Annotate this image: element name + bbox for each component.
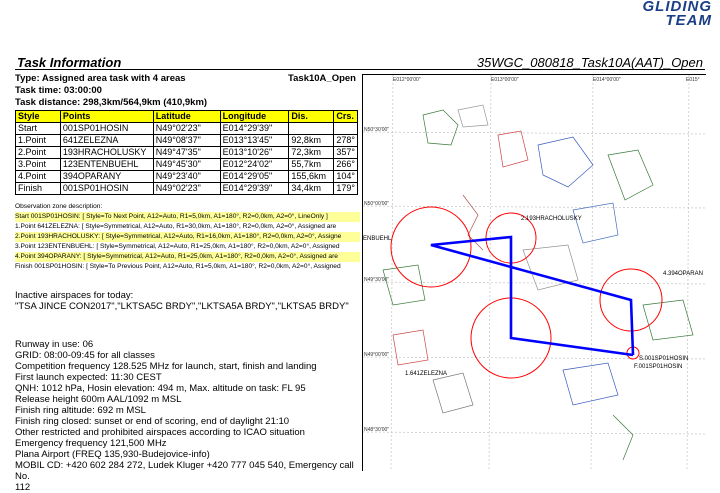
cell-style: 2.Point xyxy=(16,147,61,159)
lat-label: N48°30'00" xyxy=(364,427,390,433)
task-map[interactable] xyxy=(362,74,706,471)
cell-latitude: N49°08'37" xyxy=(153,135,220,147)
table-row xyxy=(16,171,358,183)
tp-label-2: 2.193HRACHOLUSKY xyxy=(521,216,582,222)
lat-label: N50°30'00" xyxy=(364,127,390,133)
meridian-line xyxy=(591,75,593,471)
cell-latitude: N49°02'23" xyxy=(153,123,220,135)
meridian-line xyxy=(489,75,491,471)
airspace-shape xyxy=(573,203,618,243)
cell-course: 266° xyxy=(334,159,358,171)
table-row xyxy=(16,147,358,159)
lat-label: N49°00'00" xyxy=(364,352,390,358)
task-id: 35WGC_080818_Task10A(AAT)_Open xyxy=(476,55,703,70)
cell-longitude: E013°10'26" xyxy=(220,147,289,159)
cell-style: 1.Point xyxy=(16,135,61,147)
airspace-shape xyxy=(613,415,633,460)
tp-label-1: 1.641ZELEZNA xyxy=(405,371,448,377)
cell-point: 001SP01HOSIN xyxy=(60,183,153,195)
airspace-shape xyxy=(563,363,618,405)
note-line: Runway in use: 06 xyxy=(15,339,94,350)
parallel-line xyxy=(363,206,706,208)
col-latitude: Latitude xyxy=(153,111,220,123)
table-row xyxy=(16,135,358,147)
note-line: QNH: 1012 hPa, Hosin elevation: 494 m, Max. altitude on task: FL 95 xyxy=(15,383,306,394)
note-line: Finish ring altitude: 692 m MSL xyxy=(15,405,146,416)
table-row xyxy=(16,159,358,171)
task-route xyxy=(431,237,633,355)
col-course: Crs. xyxy=(334,111,358,123)
cell-distance: 55,7km xyxy=(289,159,334,171)
cell-course: 357° xyxy=(334,147,358,159)
airspace-shape xyxy=(393,330,428,365)
observation-zones xyxy=(15,202,360,272)
zone-line-1: 1.Point 641ZELEZNA: [ Style=Symmetrical, A12=Auto, R1=30,0km, A1=180°, R2=0,0km, A2=0°, Assigned are xyxy=(15,223,337,230)
cell-point: 123ENTENBUEHL xyxy=(60,159,153,171)
lon-label: E014°00'00" xyxy=(593,77,621,83)
zones-title: Observation zone description: xyxy=(15,203,103,210)
parallel-line xyxy=(363,132,706,134)
col-longitude: Longitude xyxy=(220,111,289,123)
airspace-shape xyxy=(538,137,593,187)
cell-course: 104° xyxy=(334,171,358,183)
cell-distance: 92,8km xyxy=(289,135,334,147)
tp-label-finish: F.001SP01HOSIN xyxy=(634,364,683,370)
note-line: Release height 600m AAL/1092 m MSL xyxy=(15,394,182,405)
zone-line-4: 4.Point 394OPARANY: [ Style=Symmetrical, A12=Auto, R1=25,0km, A1=180°, R2=0,0km, A2=0°, Assigned are xyxy=(15,252,360,262)
cell-latitude: N49°47'35" xyxy=(153,147,220,159)
task-type: Type: Assigned area task with 4 areas xyxy=(15,73,186,84)
logo-line-1: GLIDING xyxy=(642,0,712,15)
inactive-title: Inactive airspaces for today: xyxy=(15,290,134,301)
lon-label: E015° xyxy=(686,77,700,83)
cell-course xyxy=(334,123,358,135)
task-summary xyxy=(15,73,360,109)
lat-label: N50°00'00" xyxy=(364,201,390,207)
tp-label-4: 4.394OPARAN xyxy=(663,271,703,277)
turnpoint-table xyxy=(15,110,358,195)
lon-label: E013°00'00" xyxy=(491,77,519,83)
inactive-list: "TSA JINCE CON2017","LKTSA5C BRDY","LKTSA5A BRDY","LKTSA5 BRDY" xyxy=(15,301,349,312)
cell-distance: 72,3km xyxy=(289,147,334,159)
page-title: Task Information xyxy=(17,55,122,70)
airspace-shape xyxy=(498,131,528,167)
task-class: Task10A_Open xyxy=(288,73,356,84)
note-line: Finish ring closed: sunset or end of scoring, end of daylight 21:10 xyxy=(15,416,290,427)
airspace-shape xyxy=(608,150,653,200)
note-line: Plana Airport (FREQ 135,930-Budejovice-info) xyxy=(15,449,210,460)
table-header-row xyxy=(16,111,358,123)
parallel-line xyxy=(363,432,706,434)
table-row xyxy=(16,123,358,135)
cell-course: 278° xyxy=(334,135,358,147)
task-details xyxy=(15,73,360,493)
col-points: Points xyxy=(60,111,153,123)
cell-longitude: E014°29'39" xyxy=(220,123,289,135)
cell-latitude: N49°23'40" xyxy=(153,171,220,183)
cell-style: 4.Point xyxy=(16,171,61,183)
note-line: First launch expected: 11:30 CEST xyxy=(15,372,162,383)
note-line: Competition frequency 128.525 MHz for launch, start, finish and landing xyxy=(15,361,317,372)
area-3-circle xyxy=(391,207,471,287)
meridian-line xyxy=(391,75,393,471)
cell-point: 394OPARANY xyxy=(60,171,153,183)
task-distance: Task distance: 298,3km/564,9km (410,9km) xyxy=(15,97,208,108)
note-line: Emergency frequency 121,500 MHz xyxy=(15,438,167,449)
note-line: Other restricted and prohibited airspaces according to ICAO situation xyxy=(15,427,305,438)
cell-point: 193HRACHOLUSKY xyxy=(60,147,153,159)
table-row xyxy=(16,183,358,195)
cell-longitude: E013°13'45" xyxy=(220,135,289,147)
cell-distance: 155,6km xyxy=(289,171,334,183)
col-style: Style xyxy=(16,111,61,123)
note-line: MOBIL CD: +420 602 284 272, Ludek Kluger +420 777 045 540, Emergency call No. xyxy=(15,460,354,482)
airspace-shape xyxy=(423,110,458,145)
zone-line-finish: Finish 001SP01HOSIN: [ Style=To Previous Point, A12=Auto, R1=5,0km, A1=180°, R2=0,0km, A2=0°, Assigned xyxy=(15,263,341,270)
cell-latitude: N49°45'30" xyxy=(153,159,220,171)
header-divider xyxy=(15,69,705,70)
airspace-shape xyxy=(433,373,473,413)
cell-point: 001SP01HOSIN xyxy=(60,123,153,135)
zone-line-2: 2.Point 193HRACHOLUSKY: [ Style=Symmetrical, A12=Auto, R1=16,0km, A1=180°, R2=0,0km, A2=0°, Assigne xyxy=(15,232,360,242)
cell-course: 179° xyxy=(334,183,358,195)
tp-label-3: ENBUEHL xyxy=(363,236,392,242)
lat-label: N49°30'00" xyxy=(364,277,390,283)
zone-line-3: 3.Point 123ENTENBUEHL: [ Style=Symmetrical, A12=Auto, R1=25,0km, A1=180°, R2=0,0km, A2=0°, Assigned xyxy=(15,243,340,250)
logo-line-2: TEAM xyxy=(665,12,712,29)
airspace-shape xyxy=(458,105,488,127)
col-distance: Dis. xyxy=(289,111,334,123)
lon-label: E012°00'00" xyxy=(393,77,421,83)
airspace-shape xyxy=(643,300,693,340)
cell-latitude: N49°02'23" xyxy=(153,183,220,195)
airspaces xyxy=(383,105,693,460)
task-map-svg xyxy=(363,75,706,471)
cell-distance xyxy=(289,123,334,135)
cell-point: 641ZELEZNA xyxy=(60,135,153,147)
gliding-team-logo xyxy=(643,0,713,28)
cell-longitude: E014°29'39" xyxy=(220,183,289,195)
task-time: Task time: 03:00:00 xyxy=(15,85,102,96)
cell-longitude: E012°24'02" xyxy=(220,159,289,171)
note-line: GRID: 08:00-09:45 for all classes xyxy=(15,350,155,361)
tp-label-start: S.001SP01HOSIN xyxy=(639,356,689,362)
cell-style: Finish xyxy=(16,183,61,195)
cell-distance: 34,4km xyxy=(289,183,334,195)
zone-line-start: Start 001SP01HOSIN: [ Style=To Next Point, A12=Auto, R1=5,0km, A1=180°, R2=0,0km, A2=0°, LineOnly ] xyxy=(15,212,360,222)
inactive-airspaces xyxy=(15,290,360,312)
cell-longitude: E014°29'05" xyxy=(220,171,289,183)
cell-style: 3.Point xyxy=(16,159,61,171)
cell-style: Start xyxy=(16,123,61,135)
note-line: 112 xyxy=(15,482,31,493)
